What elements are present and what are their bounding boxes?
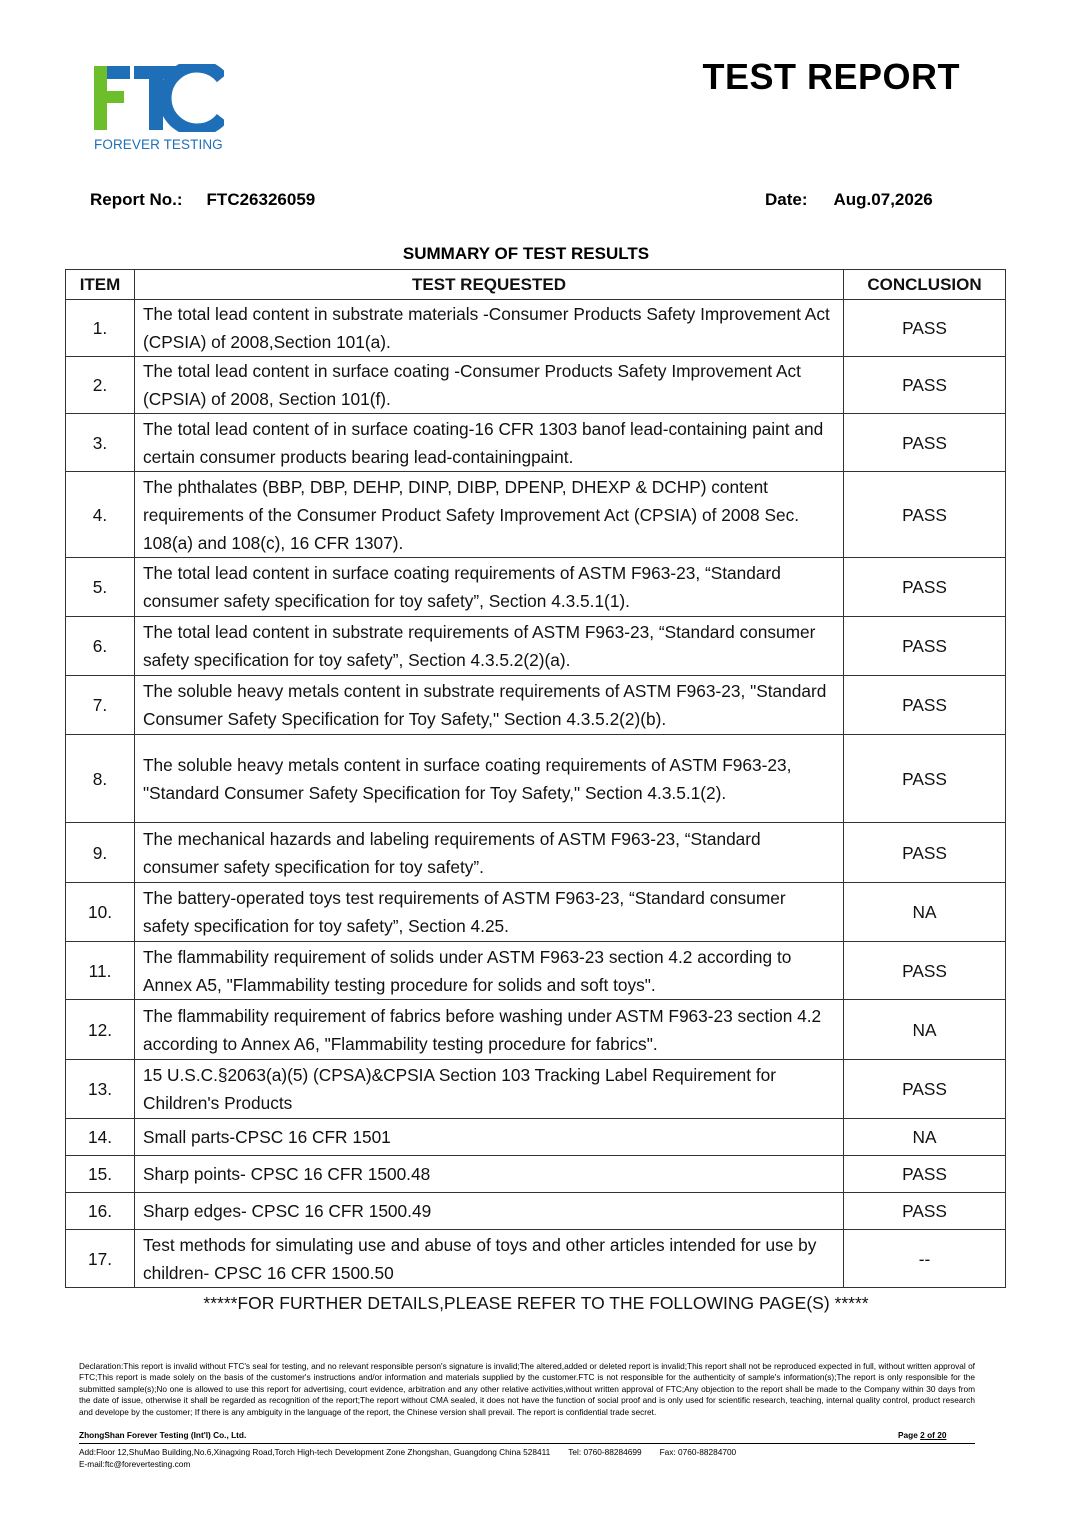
test-requested: Sharp edges- CPSC 16 CFR 1500.49	[135, 1193, 844, 1230]
test-requested: The total lead content in substrate materials -Consumer Products Safety Improvement Act (CPSIA) of 2008,Section 101(a).	[135, 300, 844, 357]
email: E-mail:ftc@forevertesting.com	[79, 1459, 191, 1469]
address: Add:Floor 12,ShuMao Building,No.6,Xinagxing Road,Torch High-tech Development Zone Zhongshan, Guangdong China 528411	[79, 1447, 551, 1457]
header-conclusion: CONCLUSION	[844, 270, 1006, 300]
telephone: Tel: 0760-88284699	[568, 1447, 642, 1457]
table-row	[66, 823, 1006, 883]
conclusion: NA	[844, 1119, 1006, 1156]
results-body	[66, 300, 1006, 1288]
item-number: 16.	[66, 1193, 135, 1230]
test-requested: The flammability requirement of solids under ASTM F963-23 section 4.2 according to Annex A5, "Flammability testing procedure for solids and soft toys".	[135, 942, 844, 1000]
item-number: 2.	[66, 357, 135, 414]
page-total: 20	[937, 1430, 947, 1440]
contact-line	[79, 1447, 754, 1457]
conclusion: NA	[844, 1000, 1006, 1060]
test-requested: The mechanical hazards and labeling requirements of ASTM F963-23, “Standard consumer safety specification for toy safety”.	[135, 823, 844, 883]
table-row	[66, 617, 1006, 676]
test-requested: The soluble heavy metals content in surface coating requirements of ASTM F963-23, "Standard Consumer Safety Specification for Toy Safety," Section 4.3.5.1(2).	[135, 735, 844, 823]
table-row	[66, 1060, 1006, 1119]
test-requested: The phthalates (BBP, DBP, DEHP, DINP, DIBP, DPENP, DHEXP & DCHP) content requirements of the Consumer Product Safety Improvement Act (CPSIA) of 2008 Sec. 108(a) and 108(c), 16 CFR 1307).	[135, 472, 844, 558]
item-number: 12.	[66, 1000, 135, 1060]
test-requested: The total lead content in substrate requirements of ASTM F963-23, “Standard consumer safety specification for toy safety”, Section 4.3.5.2(2)(a).	[135, 617, 844, 676]
test-requested: The total lead content of in surface coating-16 CFR 1303 banof lead-containing paint and certain consumer products bearing lead-containingpaint.	[135, 414, 844, 472]
table-row	[66, 357, 1006, 414]
item-number: 10.	[66, 883, 135, 942]
conclusion: PASS	[844, 1060, 1006, 1119]
ftc-logo	[92, 64, 232, 154]
report-number-value: FTC26326059	[206, 190, 316, 209]
test-requested: The soluble heavy metals content in substrate requirements of ASTM F963-23, "Standard Consumer Safety Specification for Toy Safety," Section 4.3.5.2(2)(b).	[135, 676, 844, 735]
page-current: 2	[920, 1430, 925, 1440]
item-number: 15.	[66, 1156, 135, 1193]
conclusion: PASS	[844, 1193, 1006, 1230]
item-number: 11.	[66, 942, 135, 1000]
item-number: 5.	[66, 558, 135, 617]
table-row	[66, 1156, 1006, 1193]
conclusion: PASS	[844, 1156, 1006, 1193]
logo-caption: FOREVER TESTING	[94, 137, 223, 152]
report-date	[765, 190, 933, 210]
table-row	[66, 735, 1006, 823]
test-requested: The battery-operated toys test requirements of ASTM F963-23, “Standard consumer safety specification for toy safety”, Section 4.25.	[135, 883, 844, 942]
conclusion: PASS	[844, 357, 1006, 414]
item-number: 6.	[66, 617, 135, 676]
fax: Fax: 0760-88284700	[659, 1447, 737, 1457]
report-title: TEST REPORT	[702, 56, 960, 97]
header-item: ITEM	[66, 270, 135, 300]
date-value: Aug.07,2026	[833, 190, 933, 209]
item-number: 3.	[66, 414, 135, 472]
ftc-logo-mark	[92, 64, 224, 132]
summary-title: SUMMARY OF TEST RESULTS	[402, 244, 650, 263]
footer-divider	[79, 1443, 975, 1444]
test-requested: The total lead content in surface coating requirements of ASTM F963-23, “Standard consumer safety specification for toy safety”, Section 4.3.5.1(1).	[135, 558, 844, 617]
item-number: 4.	[66, 472, 135, 558]
date-label: Date:	[765, 190, 808, 209]
declaration: Declaration:This report is invalid without FTC's seal for testing, and no relevant responsible person's signature is invalid;The altered,added or deleted report is invalid;This report shall not be reproduced expected in full, without written approval of FTC;This report is made solely on the basis of the customer's instructions and/or information and materials supplied by the customer.FTC is not responsible for the authenticity of sample's information(s);The report is only responsible for the submitted sample(s);No one is allowed to use this report for advertising, court evidence, arbitration and any other relative activities,without written approval of FTC;Any objection to the report shall be made to the Company within 30 days from the date of issue, otherwise it shall be regarded as recognition of the report;The report without CMA sealed, it does not have the function of social proof and is only used for scientific research, teaching, internal quality control, product research and develope by the customer; If there is any ambiguity in the language of the report, the Chinese version shall prevail. The report is confidential trade secret.	[79, 1361, 975, 1417]
table-row	[66, 558, 1006, 617]
conclusion: --	[844, 1230, 1006, 1288]
item-number: 13.	[66, 1060, 135, 1119]
report-number-label: Report No.:	[90, 190, 183, 209]
test-requested: The flammability requirement of fabrics before washing under ASTM F963-23 section 4.2 according to Annex A6, "Flammability testing procedure for fabrics".	[135, 1000, 844, 1060]
conclusion: PASS	[844, 942, 1006, 1000]
test-requested: Small parts-CPSC 16 CFR 1501	[135, 1119, 844, 1156]
table-row	[66, 414, 1006, 472]
test-requested: The total lead content in surface coating -Consumer Products Safety Improvement Act (CPSIA) of 2008, Section 101(f).	[135, 357, 844, 414]
conclusion: PASS	[844, 300, 1006, 357]
table-row	[66, 1000, 1006, 1060]
conclusion: NA	[844, 883, 1006, 942]
test-requested: 15 U.S.C.§2063(a)(5) (CPSA)&CPSIA Section 103 Tracking Label Requirement for Children's Products	[135, 1060, 844, 1119]
table-row	[66, 942, 1006, 1000]
item-number: 9.	[66, 823, 135, 883]
table-row	[66, 883, 1006, 942]
table-row	[66, 676, 1006, 735]
table-row	[66, 472, 1006, 558]
conclusion: PASS	[844, 823, 1006, 883]
item-number: 7.	[66, 676, 135, 735]
page-prefix: Page	[898, 1430, 921, 1440]
test-requested: Sharp points- CPSC 16 CFR 1500.48	[135, 1156, 844, 1193]
conclusion: PASS	[844, 676, 1006, 735]
item-number: 1.	[66, 300, 135, 357]
conclusion: PASS	[844, 472, 1006, 558]
results-table	[65, 269, 1006, 1288]
company-name: ZhongShan Forever Testing (Int'l) Co., Ltd.	[79, 1430, 247, 1440]
page-sep: of	[924, 1430, 938, 1440]
report-number	[90, 190, 315, 210]
table-header-row	[66, 270, 1006, 300]
table-row	[66, 1119, 1006, 1156]
header-test-requested: TEST REQUESTED	[135, 270, 844, 300]
table-row	[66, 1230, 1006, 1288]
test-requested: Test methods for simulating use and abuse of toys and other articles intended for use by children- CPSC 16 CFR 1500.50	[135, 1230, 844, 1288]
item-number: 14.	[66, 1119, 135, 1156]
page-number	[898, 1430, 946, 1440]
item-number: 17.	[66, 1230, 135, 1288]
conclusion: PASS	[844, 558, 1006, 617]
conclusion: PASS	[844, 414, 1006, 472]
conclusion: PASS	[844, 735, 1006, 823]
conclusion: PASS	[844, 617, 1006, 676]
item-number: 8.	[66, 735, 135, 823]
further-details-note: *****FOR FURTHER DETAILS,PLEASE REFER TO THE FOLLOWING PAGE(S) *****	[203, 1293, 869, 1313]
table-row	[66, 300, 1006, 357]
table-row	[66, 1193, 1006, 1230]
